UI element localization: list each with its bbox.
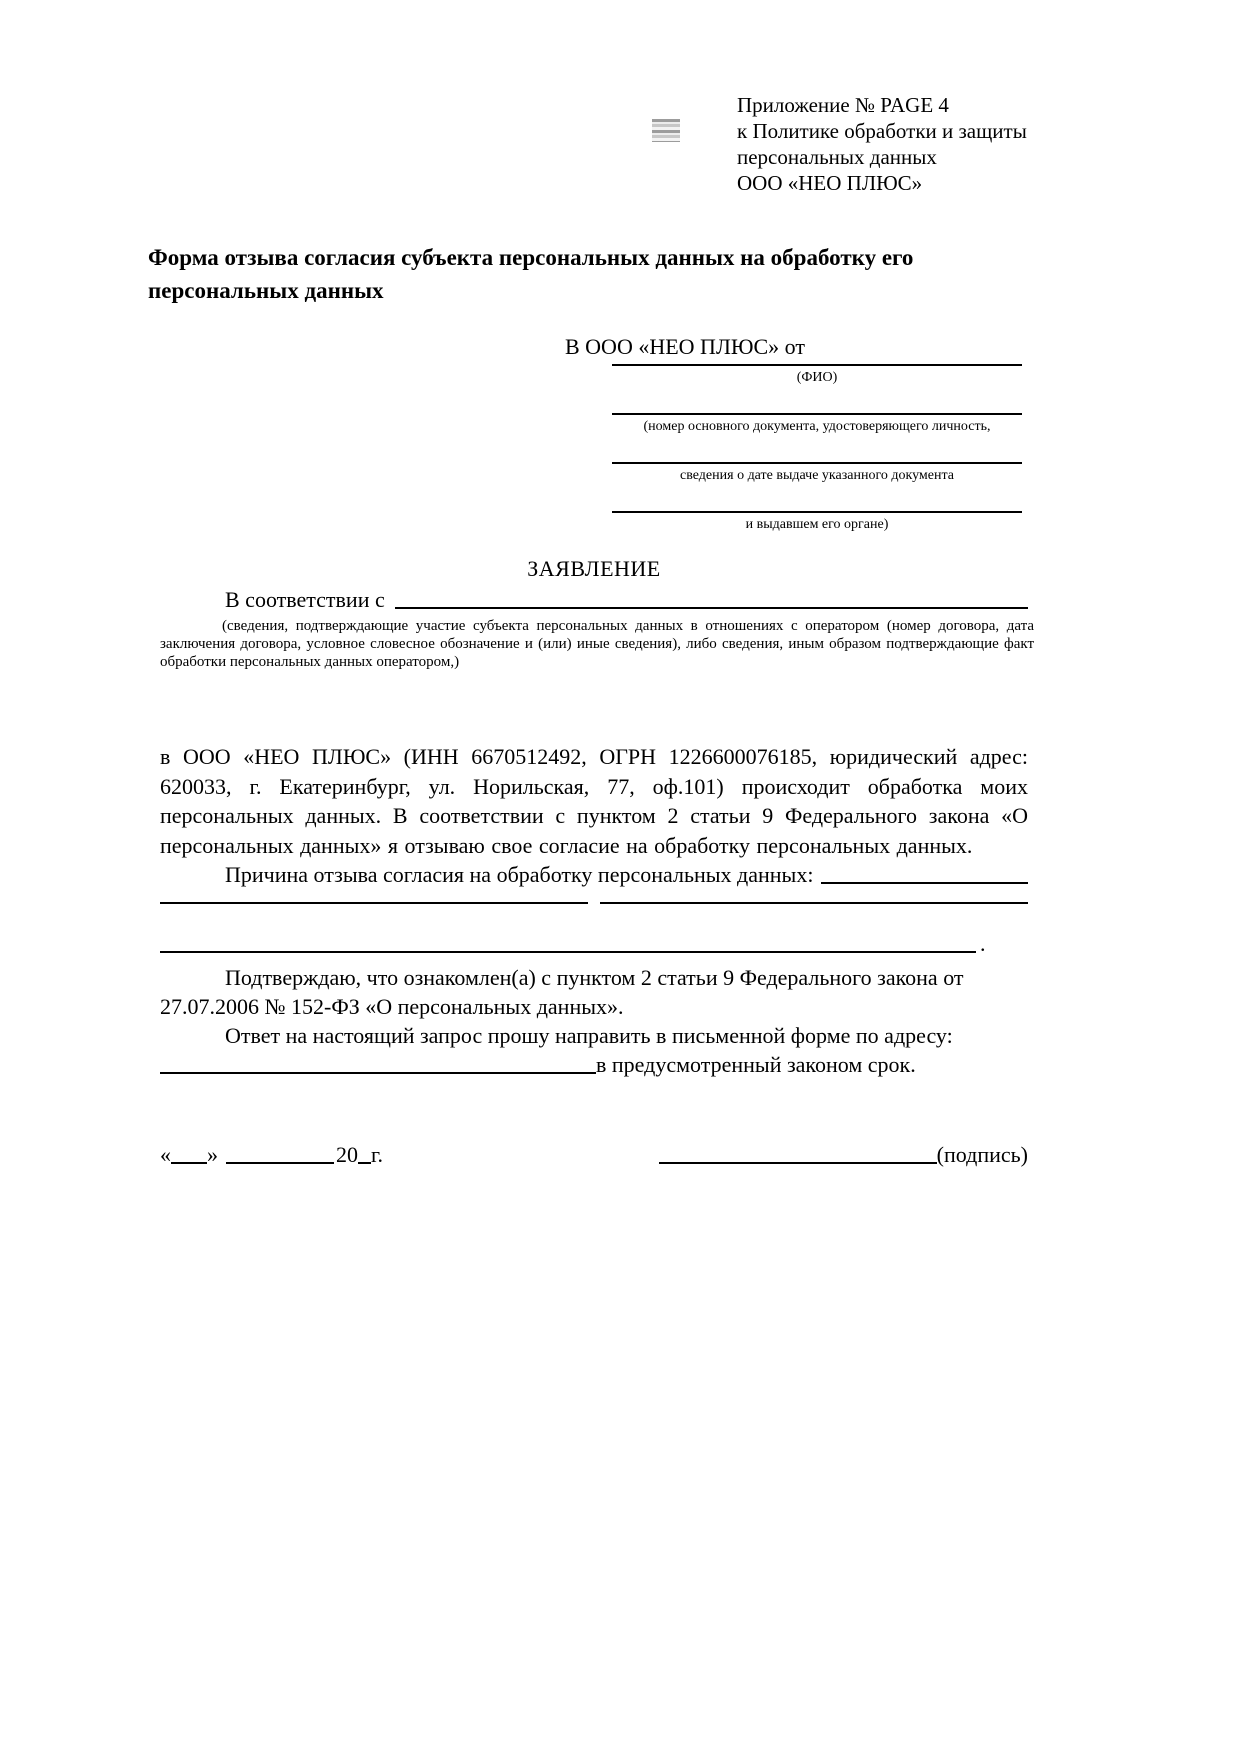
date-quote-open: « bbox=[160, 1142, 171, 1167]
issuing-authority-blank-line[interactable] bbox=[612, 511, 1022, 513]
basis-blank-line[interactable] bbox=[395, 607, 1028, 609]
year-prefix-text: 20 bbox=[336, 1142, 358, 1167]
reason-continuation-line-2[interactable] bbox=[160, 951, 976, 953]
signature-group bbox=[659, 1140, 1028, 1169]
year-blank-line[interactable] bbox=[358, 1162, 371, 1164]
document-title: Форма отзыва согласия субъекта персональных данных на обработку его персональных данных bbox=[148, 245, 914, 303]
reason-terminator-text: . bbox=[980, 931, 986, 956]
corrupted-image-icon bbox=[652, 119, 680, 142]
intro-prefix-text: В соответствии с bbox=[225, 587, 385, 612]
confirmation-paragraph: Подтверждаю, что ознакомлен(а) с пунктом 2 статьи 9 Федерального закона от 27.07.2006 № 152-ФЗ «О персональных данных». bbox=[160, 965, 964, 1019]
date-group bbox=[160, 1140, 383, 1169]
address-blank-line[interactable] bbox=[160, 1072, 596, 1074]
signature-footer bbox=[160, 1140, 1028, 1169]
month-blank-line[interactable] bbox=[226, 1162, 334, 1164]
document-number-caption: (номер основного документа, удостоверяющего личность, bbox=[643, 419, 991, 434]
reason-continuation-row-1 bbox=[160, 900, 1028, 902]
organization-name-line: ООО «НЕО ПЛЮС» bbox=[737, 171, 923, 195]
response-address-row bbox=[160, 1050, 1028, 1079]
addressee-line: В ООО «НЕО ПЛЮС» от bbox=[565, 334, 805, 359]
statement-intro-row bbox=[160, 585, 1028, 614]
fio-caption: (ФИО) bbox=[796, 370, 838, 385]
signature-caption: (подпись) bbox=[936, 1142, 1028, 1167]
response-request-text: Ответ на настоящий запрос прошу направить в письменной форме по адресу: bbox=[225, 1023, 953, 1048]
appendix-header bbox=[737, 92, 1027, 196]
reason-blank-line[interactable] bbox=[821, 882, 1028, 884]
policy-reference-line-2: персональных данных bbox=[737, 145, 937, 169]
day-blank-line[interactable] bbox=[171, 1162, 207, 1164]
fio-blank-line[interactable] bbox=[612, 364, 1022, 366]
reason-continuation-line-1b[interactable] bbox=[600, 902, 1028, 904]
issue-date-blank-line[interactable] bbox=[612, 462, 1022, 464]
addressee-fields bbox=[612, 364, 1022, 534]
reason-continuation-line-1a[interactable] bbox=[160, 902, 588, 904]
issue-date-caption: сведения о дате выдаче указанного документа bbox=[680, 468, 954, 483]
reason-continuation-row-2 bbox=[160, 929, 1028, 958]
reason-row bbox=[160, 860, 1028, 889]
reason-prefix-text: Причина отзыва согласия на обработку персональных данных: bbox=[225, 862, 814, 887]
appendix-number-line: Приложение № PAGE 4 bbox=[737, 93, 949, 117]
date-quote-close: » bbox=[207, 1142, 218, 1167]
statement-heading: ЗАЯВЛЕНИЕ bbox=[527, 556, 661, 581]
statement-body: в ООО «НЕО ПЛЮС» (ИНН 6670512492, ОГРН 1226600076185, юридический адрес: 620033, г. Екатеринбург, ул. Норильская, 77, оф.101) происходит обработка моих персональных данных. В соответствии с пунктом 2 статьи 9 Федерального закона «О персональных данных» я отзываю свое согласие на обработку персональных данных. bbox=[160, 744, 1028, 858]
fine-print-note: (сведения, подтверждающие участие субъекта персональных данных в отношениях с оператором (номер договора, дата заключения договора, условное словесное обозначение и (или) иные сведения), либо сведения, иным образом подтверждающие факт обработки персональных данных оператором,) bbox=[160, 618, 1034, 670]
response-paragraph bbox=[160, 1021, 1028, 1079]
document-number-blank-line[interactable] bbox=[612, 413, 1022, 415]
year-suffix-text: г. bbox=[371, 1142, 384, 1167]
signature-blank-line[interactable] bbox=[659, 1162, 937, 1164]
issuing-authority-caption: и выдавшем его органе) bbox=[745, 517, 889, 532]
policy-reference-line-1: к Политике обработки и защиты bbox=[737, 119, 1027, 143]
response-suffix-text: в предусмотренный законом срок. bbox=[596, 1052, 916, 1077]
